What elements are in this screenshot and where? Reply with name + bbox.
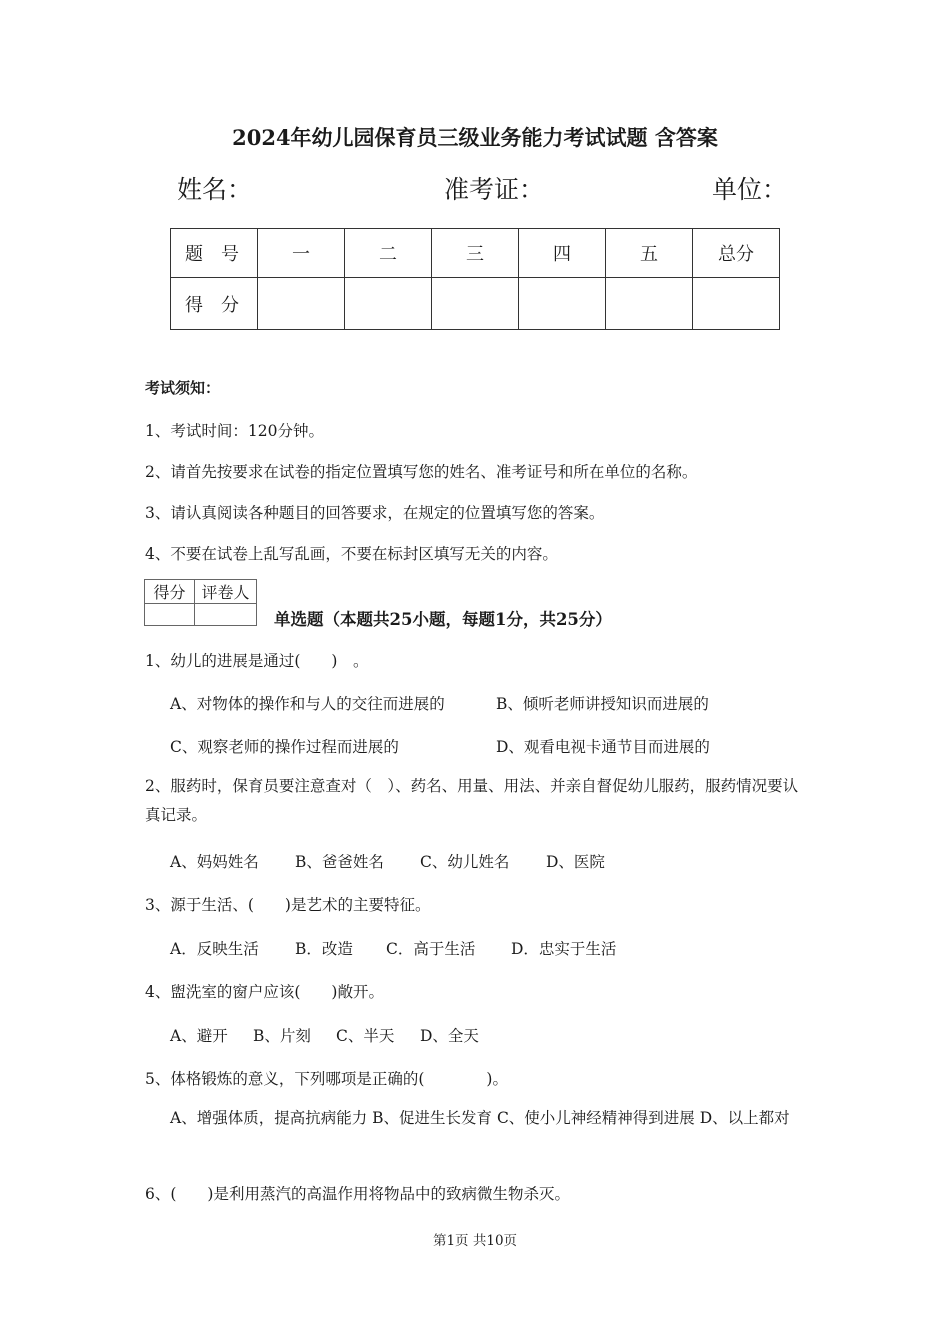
question-option: D、医院 — [546, 853, 605, 871]
score-table-header: 五 — [606, 229, 693, 278]
grader-score-label: 得分 — [145, 580, 195, 604]
score-table-header: 二 — [345, 229, 432, 278]
question-option: D、全天 — [420, 1027, 479, 1045]
question-stem: 4、盥洗室的窗户应该( )敞开。 — [145, 983, 384, 1001]
name-field-label: 姓名： — [177, 175, 253, 204]
question-option: B、爸爸姓名 — [295, 853, 384, 871]
score-table — [170, 228, 780, 330]
question-options-line: A、增强体质，提高抗病能力 B、促进生长发育 C、使小儿神经精神得到进展 D、以上都对 — [170, 1109, 790, 1127]
question-option: A．反映生活 — [170, 940, 259, 958]
score-cell[interactable] — [345, 278, 432, 330]
question-stem: 3、源于生活、( )是艺术的主要特征。 — [145, 896, 431, 914]
notice-item: 1、考试时间：120分钟。 — [145, 422, 324, 440]
question-stem: 5、体格锻炼的意义，下列哪项是正确的( )。 — [145, 1070, 508, 1088]
question-option: D、观看电视卡通节目而进展的 — [496, 738, 710, 756]
question-stem: 2、服药时，保育员要注意查对（ ）、药名、用量、用法、并亲自督促幼儿服药，服药情况要认真记录。 — [145, 777, 799, 824]
question-option: C、半天 — [336, 1027, 395, 1045]
question-stem: 1、幼儿的进展是通过( ) 。 — [145, 652, 369, 670]
score-cell[interactable] — [693, 278, 780, 330]
question-option: B、片刻 — [253, 1027, 311, 1045]
question-option: D．忠实于生活 — [511, 940, 617, 958]
question-option: A、避开 — [170, 1027, 228, 1045]
grader-score-cell[interactable] — [145, 604, 195, 626]
grader-reviewer-label: 评卷人 — [195, 580, 257, 604]
exam-id-field-label: 准考证： — [444, 175, 545, 204]
score-table-row-label: 题号 — [171, 229, 258, 278]
question-option: A、妈妈姓名 — [170, 853, 259, 871]
page-footer: 第1页 共10页 — [432, 1233, 518, 1249]
notice-item: 2、请首先按要求在试卷的指定位置填写您的姓名、准考证号和所在单位的名称。 — [145, 463, 698, 481]
section-title: 单选题（本题共25小题，每题1分，共25分） — [274, 610, 612, 629]
question-option: C、幼儿姓名 — [420, 853, 510, 871]
score-table-header: 四 — [519, 229, 606, 278]
grader-table — [144, 579, 257, 626]
question-option: A、对物体的操作和与人的交往而进展的 — [170, 695, 445, 713]
question-stem: 6、( )是利用蒸汽的高温作用将物品中的致病微生物杀灭。 — [145, 1185, 570, 1203]
question-option: C．高于生活 — [386, 940, 476, 958]
question-option: B．改造 — [295, 940, 353, 958]
unit-field-label: 单位： — [712, 175, 788, 204]
notice-item: 4、不要在试卷上乱写乱画，不要在标封区填写无关的内容。 — [145, 545, 558, 563]
score-table-header: 三 — [432, 229, 519, 278]
question-option: B、倾听老师讲授知识而进展的 — [496, 695, 709, 713]
notice-item: 3、请认真阅读各种题目的回答要求，在规定的位置填写您的答案。 — [145, 504, 605, 522]
notice-title: 考试须知： — [145, 379, 221, 397]
score-table-header: 一 — [258, 229, 345, 278]
score-table-header: 总分 — [693, 229, 780, 278]
grader-reviewer-cell[interactable] — [195, 604, 257, 626]
page-title: 2024年幼儿园保育员三级业务能力考试试题 含答案 — [232, 125, 718, 150]
score-cell[interactable] — [258, 278, 345, 330]
question-option: C、观察老师的操作过程而进展的 — [170, 738, 399, 756]
score-table-row-label: 得分 — [171, 278, 258, 330]
score-cell[interactable] — [432, 278, 519, 330]
score-cell[interactable] — [519, 278, 606, 330]
score-cell[interactable] — [606, 278, 693, 330]
